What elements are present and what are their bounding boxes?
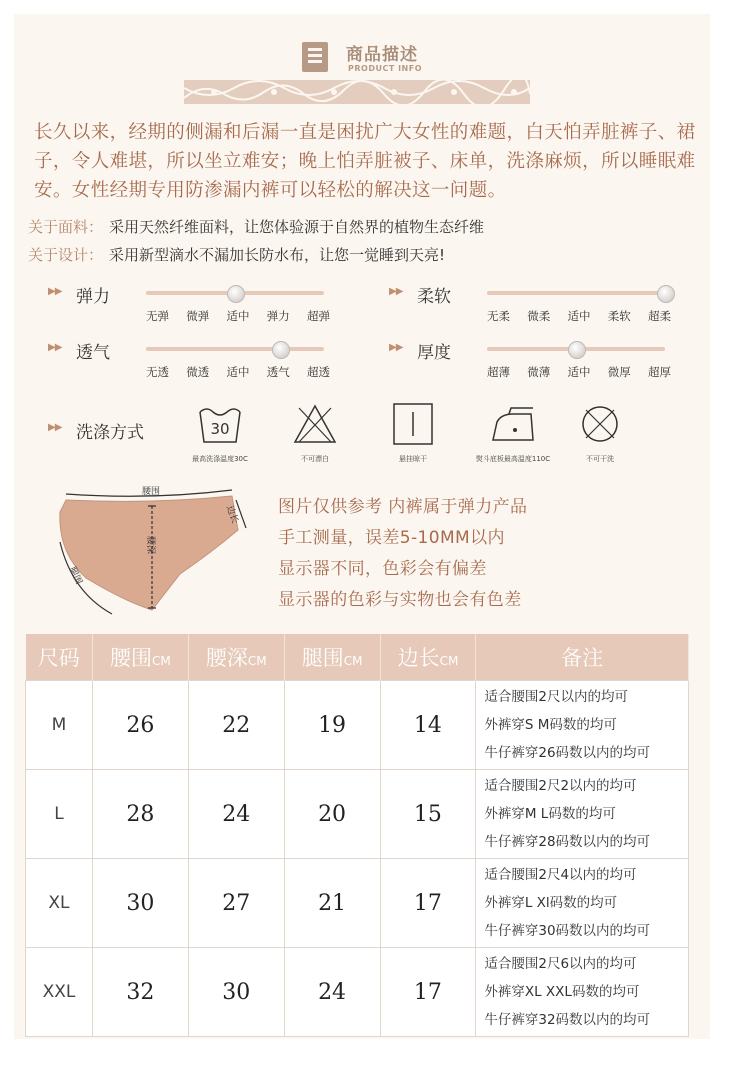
wash-temp: 30 <box>210 420 230 438</box>
note-text: 外裤穿XL XXL码数的均可 <box>484 984 640 1000</box>
note-text: 外裤穿L Xl码数的均可 <box>484 895 618 911</box>
header-leg <box>284 634 380 681</box>
feature-key: 关于设计： <box>28 246 104 264</box>
no-dry-clean-icon <box>570 400 630 464</box>
cell-size: XL <box>26 859 93 948</box>
double-arrow-icon: ▶▶ <box>48 342 62 353</box>
scale-track <box>487 291 665 295</box>
scale-label: 无柔 <box>487 309 510 323</box>
cell-waist: 32 <box>92 948 188 1037</box>
scale-label: 超透 <box>307 365 330 379</box>
cell-leg: 20 <box>284 770 380 859</box>
scale-labels <box>487 364 671 380</box>
scale-knob <box>272 341 290 359</box>
table-row <box>26 859 689 948</box>
header-size <box>26 634 93 681</box>
note-text: 适合腰围2尺以内的均可 <box>484 689 628 705</box>
cell-leg: 24 <box>284 948 380 1037</box>
wash-caption: 熨斗底板最高温度110C <box>475 455 551 463</box>
table-row <box>26 681 689 770</box>
double-arrow-icon: ▶▶ <box>48 422 62 433</box>
note-text: 牛仔裤穿26码数以内的均可 <box>484 745 651 761</box>
note-text: 外裤穿M L码数的均可 <box>484 806 616 822</box>
cell-notes <box>476 948 689 1037</box>
section-title: 商品描述 <box>346 45 418 65</box>
scale-label: 透气 <box>266 365 290 379</box>
cell-leg: 19 <box>284 681 380 770</box>
cell-depth: 22 <box>188 681 284 770</box>
scale-label: 适中 <box>226 365 250 379</box>
intro-paragraph: 长久以来，经期的侧漏和后漏一直是困扰广大女性的难题，白天怕弄脏裤子、裙子，令人难堪，所以坐立难安；晚上怕弄脏被子、床单，洗涤麻烦，所以睡眠难安。女性经期专用防渗漏内裤可以轻松的解决这一问题。 <box>34 122 696 201</box>
scale-label: 超柔 <box>648 309 671 323</box>
note-line: 图片仅供参考 内裤属于弹力产品 <box>278 497 528 517</box>
size-table <box>25 634 689 1037</box>
header-depth <box>188 634 284 681</box>
double-arrow-icon: ▶▶ <box>389 286 403 297</box>
feature-fabric <box>28 216 484 237</box>
note-text: 牛仔裤穿30码数以内的均可 <box>484 923 651 939</box>
scale-label: 弹力 <box>266 309 290 323</box>
note-line: 手工测量，误差5-10MM以内 <box>278 528 505 548</box>
header-waist <box>92 634 188 681</box>
note-text: 牛仔裤穿28码数以内的均可 <box>484 834 651 850</box>
cell-waist: 28 <box>92 770 188 859</box>
label-leg: 腿围 <box>66 565 84 587</box>
scale-label: 微柔 <box>527 309 551 323</box>
scale-name: 厚度 <box>417 343 451 363</box>
scale-label: 适中 <box>567 365 591 379</box>
header-unit: CM <box>343 654 363 668</box>
document-icon <box>302 42 328 72</box>
cell-size: L <box>26 770 93 859</box>
table-header-row <box>26 634 689 681</box>
feature-design <box>28 244 445 265</box>
scale-labels <box>146 308 330 324</box>
square-line-icon <box>390 400 436 448</box>
scale-label: 微透 <box>186 365 210 379</box>
scale-label: 微厚 <box>607 365 631 379</box>
scale-name: 透气 <box>76 343 110 363</box>
header-unit: CM <box>247 654 267 668</box>
header-notes <box>476 634 689 681</box>
table-row <box>26 770 689 859</box>
cell-notes <box>476 859 689 948</box>
hang-dry-icon <box>383 400 443 464</box>
basin-icon <box>194 400 246 448</box>
header-label: 备注 <box>561 646 604 670</box>
measurement-notes <box>278 492 527 616</box>
note-text: 外裤穿S M码数的均可 <box>484 717 617 733</box>
scale-labels <box>487 308 671 324</box>
header-label: 尺码 <box>37 646 80 670</box>
cell-side: 17 <box>380 859 476 948</box>
cell-waist: 30 <box>92 859 188 948</box>
note-line: 显示器不同，色彩会有偏差 <box>278 559 487 579</box>
wash-label: 洗涤方式 <box>76 423 144 443</box>
underwear-diagram <box>52 482 252 622</box>
scale-label: 柔软 <box>607 309 631 323</box>
header-unit: CM <box>439 654 459 668</box>
ornament-divider <box>184 80 530 104</box>
scale-label: 超厚 <box>648 365 671 379</box>
cell-size: M <box>26 681 93 770</box>
header-label: 腿围 <box>301 646 344 670</box>
scale-track <box>487 347 665 351</box>
scale-knob <box>227 285 245 303</box>
scale-label: 适中 <box>226 309 250 323</box>
scale-label: 超薄 <box>487 365 510 379</box>
scale-track <box>146 291 324 295</box>
double-arrow-icon: ▶▶ <box>48 286 62 297</box>
triangle-cross-icon <box>291 400 339 448</box>
feature-key: 关于面料： <box>28 218 104 236</box>
scale-name: 柔软 <box>417 287 451 307</box>
label-waist: 腰围 <box>142 487 161 497</box>
table-row <box>26 948 689 1037</box>
note-text: 适合腰围2尺6以内的均可 <box>484 956 637 972</box>
cell-side: 17 <box>380 948 476 1037</box>
cell-side: 15 <box>380 770 476 859</box>
scale-labels <box>146 364 330 380</box>
note-text: 牛仔裤穿32码数以内的均可 <box>484 1012 651 1028</box>
scale-label: 微薄 <box>527 365 551 379</box>
header-unit: CM <box>151 654 171 668</box>
cell-depth: 24 <box>188 770 284 859</box>
header-label: 边长 <box>397 646 440 670</box>
cell-leg: 21 <box>284 859 380 948</box>
cell-waist: 26 <box>92 681 188 770</box>
cell-side: 14 <box>380 681 476 770</box>
cell-depth: 27 <box>188 859 284 948</box>
feature-value: 采用新型滴水不漏加长防水布，让您一觉睡到天亮! <box>109 246 446 264</box>
no-bleach-icon <box>285 400 345 464</box>
scale-track <box>146 347 324 351</box>
header-label: 腰围 <box>109 646 152 670</box>
wash-30-icon <box>180 400 260 464</box>
label-side: 边长 <box>223 504 240 525</box>
scale-label: 适中 <box>567 309 591 323</box>
section-subtitle: PRODUCT INFO <box>348 64 423 73</box>
scale-knob <box>657 285 675 303</box>
scale-label: 微弹 <box>186 309 210 323</box>
cell-size: XXL <box>26 948 93 1037</box>
wash-caption: 不可干洗 <box>586 455 614 463</box>
note-line: 显示器的色彩与实物也会有色差 <box>278 590 522 610</box>
cell-notes <box>476 770 689 859</box>
scale-name: 弹力 <box>76 287 110 307</box>
cell-depth: 30 <box>188 948 284 1037</box>
double-arrow-icon: ▶▶ <box>389 342 403 353</box>
header-side <box>380 634 476 681</box>
feature-value: 采用天然纤维面料，让您体验源于自然界的植物生态纤维 <box>109 218 485 236</box>
cell-notes <box>476 681 689 770</box>
circle-cross-icon <box>576 400 624 448</box>
label-depth: 腰深 <box>145 536 155 555</box>
note-text: 适合腰围2尺4以内的均可 <box>484 867 637 883</box>
wash-caption: 不可漂白 <box>301 455 329 463</box>
iron-icon <box>458 400 568 464</box>
scale-label: 超弹 <box>307 309 330 323</box>
wash-caption: 悬挂晾干 <box>399 455 427 463</box>
note-text: 适合腰围2尺2以内的均可 <box>484 778 637 794</box>
scale-label: 无透 <box>146 365 169 379</box>
scale-knob <box>568 341 586 359</box>
iron-shape-icon <box>487 400 539 448</box>
wash-caption: 最高洗涤温度30C <box>192 455 248 463</box>
header-label: 腰深 <box>205 646 248 670</box>
scale-label: 无弹 <box>146 309 169 323</box>
